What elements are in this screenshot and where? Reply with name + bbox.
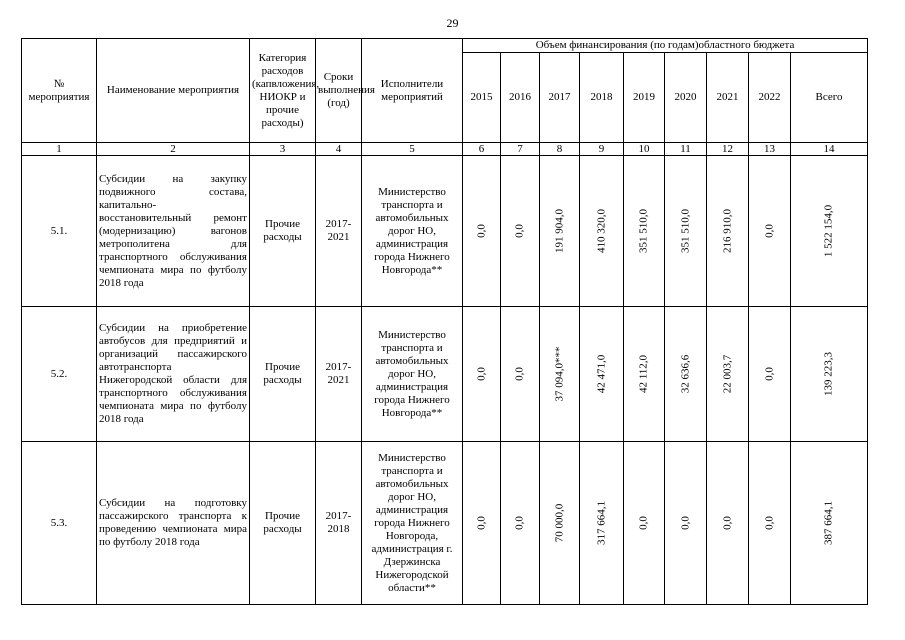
column-number: 3 xyxy=(250,143,316,156)
row-terms: 2017-2021 xyxy=(316,156,362,307)
value-cell: 70 000,0 xyxy=(540,442,580,605)
row-category: Прочие расходы xyxy=(250,442,316,605)
row-executor: Министерство транспорта и автомобильных дорог НО, администрация города Нижнего Новгорода, администрация г. Дзержинска Нижегородской области** xyxy=(362,442,463,605)
header-category: Категория расходов (капвложения, НИОКР и прочие расходы) xyxy=(250,39,316,143)
row-category: Прочие расходы xyxy=(250,307,316,442)
column-number: 13 xyxy=(749,143,791,156)
value-cell: 351 510,0 xyxy=(624,156,665,307)
total-cell: 387 664,1 xyxy=(791,442,868,605)
header-num: № мероприятия xyxy=(22,39,97,143)
value-cell: 191 904,0 xyxy=(540,156,580,307)
value-cell: 0,0 xyxy=(463,307,501,442)
column-number: 7 xyxy=(501,143,540,156)
row-category: Прочие расходы xyxy=(250,156,316,307)
table-row xyxy=(22,156,868,307)
table-row xyxy=(22,442,868,605)
header-year: 2017 xyxy=(540,53,580,143)
header-total: Всего xyxy=(791,53,868,143)
header-year: 2021 xyxy=(707,53,749,143)
value-cell: 0,0 xyxy=(463,442,501,605)
header-year: 2019 xyxy=(624,53,665,143)
value-cell: 0,0 xyxy=(665,442,707,605)
row-number: 5.1. xyxy=(22,156,97,307)
value-cell: 0,0 xyxy=(501,156,540,307)
column-number: 12 xyxy=(707,143,749,156)
value-cell: 0,0 xyxy=(463,156,501,307)
column-number: 1 xyxy=(22,143,97,156)
column-number: 11 xyxy=(665,143,707,156)
value-cell: 37 094,0*** xyxy=(540,307,580,442)
value-cell: 0,0 xyxy=(624,442,665,605)
column-number: 4 xyxy=(316,143,362,156)
column-number: 14 xyxy=(791,143,868,156)
header-terms: Сроки выполнения (год) xyxy=(316,39,362,143)
header-row-1 xyxy=(22,39,868,53)
value-cell: 216 910,0 xyxy=(707,156,749,307)
row-name: Субсидии на закупку подвижного состава, капитально-восстановительный ремонт (модернизацию) вагонов метрополитена для транспортного обслуживания чемпионата мира по футболу 2018 года xyxy=(97,156,250,307)
value-cell: 0,0 xyxy=(501,307,540,442)
value-cell: 0,0 xyxy=(749,156,791,307)
value-cell: 32 636,6 xyxy=(665,307,707,442)
header-year: 2020 xyxy=(665,53,707,143)
value-cell: 42 471,0 xyxy=(580,307,624,442)
row-name: Субсидии на приобретение автобусов для предприятий и организаций пассажирского автотранспорта Нижегородской области для транспортного обслуживания чемпионата мира по футболу 2018 года xyxy=(97,307,250,442)
value-cell: 42 112,0 xyxy=(624,307,665,442)
row-terms: 2017-2018 xyxy=(316,442,362,605)
header-year: 2018 xyxy=(580,53,624,143)
row-terms: 2017-2021 xyxy=(316,307,362,442)
value-cell: 0,0 xyxy=(749,307,791,442)
value-cell: 351 510,0 xyxy=(665,156,707,307)
value-cell: 0,0 xyxy=(501,442,540,605)
column-number: 6 xyxy=(463,143,501,156)
column-number: 8 xyxy=(540,143,580,156)
header-name: Наименование мероприятия xyxy=(97,39,250,143)
table-row xyxy=(22,307,868,442)
page-number: 29 xyxy=(446,16,459,30)
column-number: 9 xyxy=(580,143,624,156)
value-cell: 317 664,1 xyxy=(580,442,624,605)
column-number: 10 xyxy=(624,143,665,156)
total-cell: 139 223,3 xyxy=(791,307,868,442)
row-number: 5.2. xyxy=(22,307,97,442)
value-cell: 0,0 xyxy=(749,442,791,605)
column-number: 5 xyxy=(362,143,463,156)
row-name: Субсидии на подготовку пассажирского транспорта к проведению чемпионата мира по футболу 2018 года xyxy=(97,442,250,605)
header-executors: Исполнители мероприятий xyxy=(362,39,463,143)
funding-table xyxy=(21,38,868,605)
value-cell: 410 320,0 xyxy=(580,156,624,307)
value-cell: 0,0 xyxy=(707,442,749,605)
column-number: 2 xyxy=(97,143,250,156)
total-cell: 1 522 154,0 xyxy=(791,156,868,307)
header-year: 2015 xyxy=(463,53,501,143)
row-executor: Министерство транспорта и автомобильных дорог НО, администрация города Нижнего Новгорода** xyxy=(362,156,463,307)
row-executor: Министерство транспорта и автомобильных дорог НО, администрация города Нижнего Новгорода** xyxy=(362,307,463,442)
header-funding-group: Объем финансирования (по годам)областного бюджета xyxy=(463,39,868,53)
header-year: 2016 xyxy=(501,53,540,143)
header-year: 2022 xyxy=(749,53,791,143)
value-cell: 22 003,7 xyxy=(707,307,749,442)
row-number: 5.3. xyxy=(22,442,97,605)
column-numbers-row xyxy=(22,143,868,156)
